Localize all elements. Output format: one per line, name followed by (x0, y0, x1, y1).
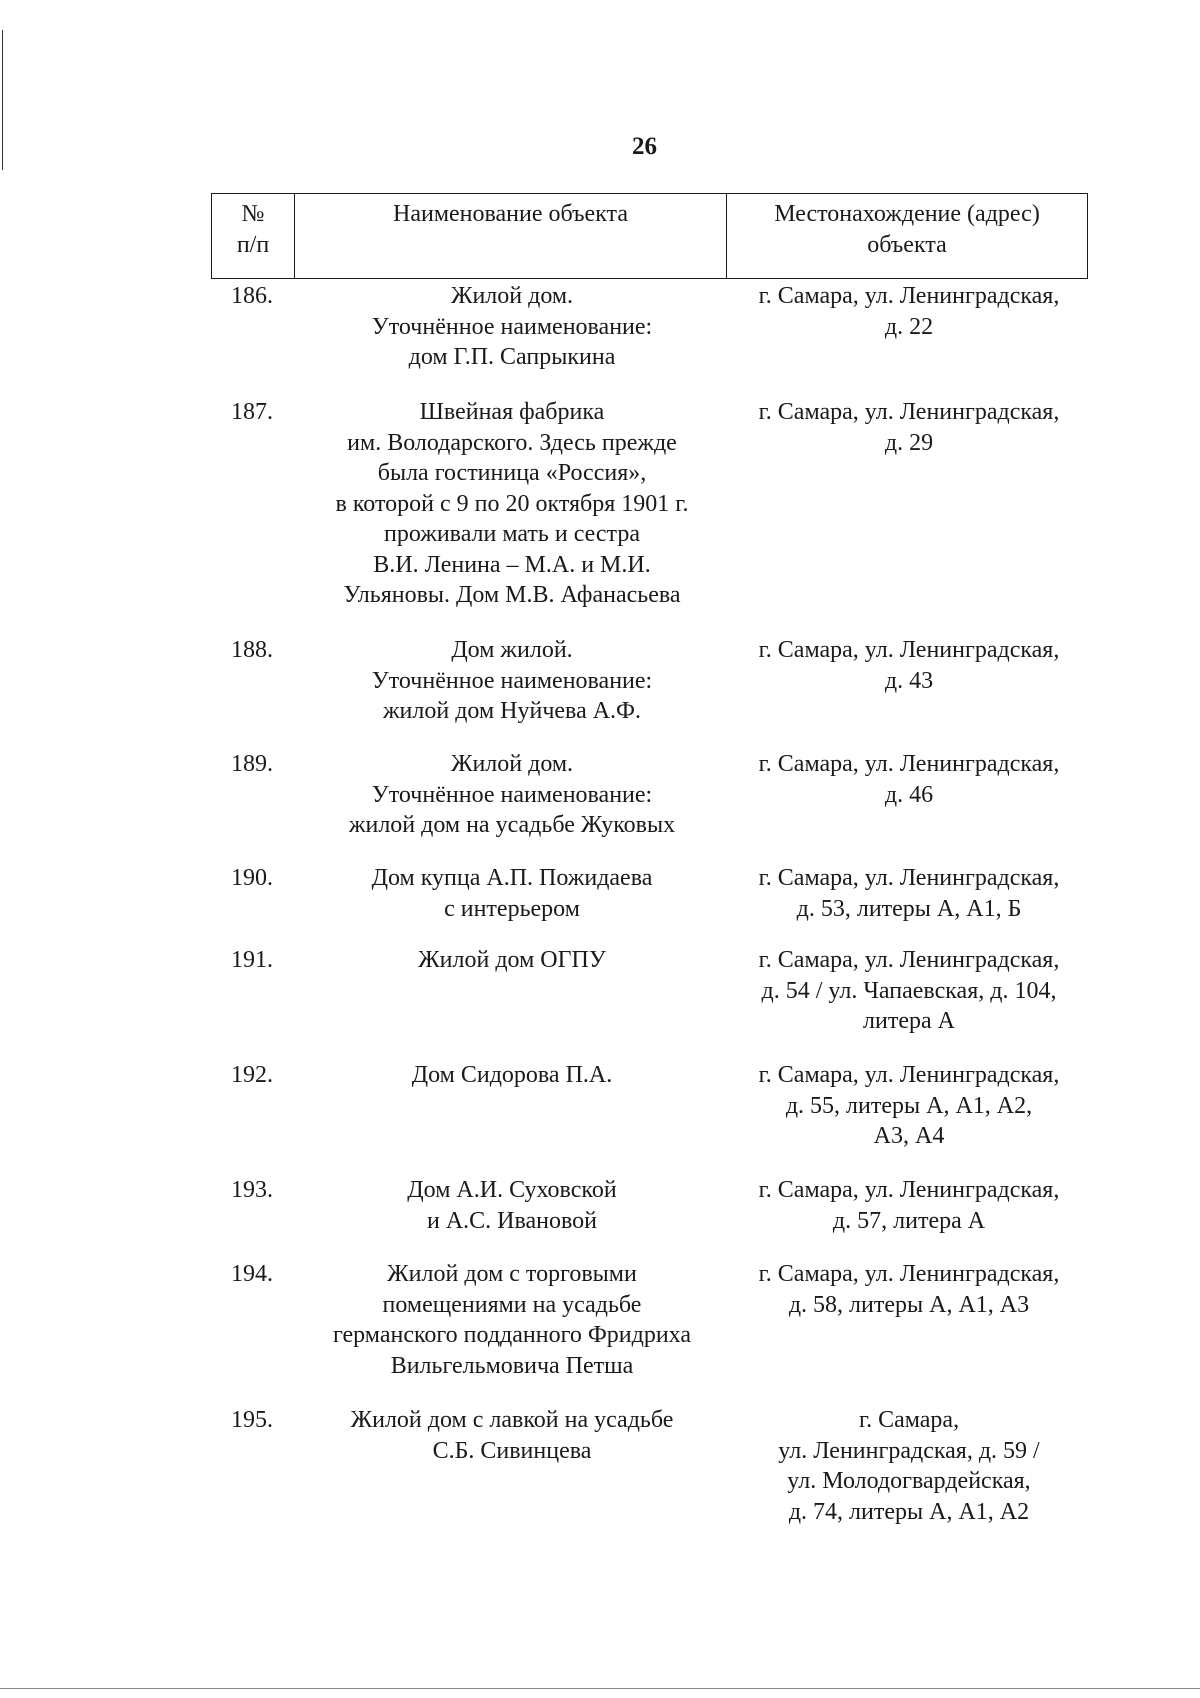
object-name (300, 1175, 724, 1236)
object-address-line: г. Самара, ул. Ленинградская, (758, 947, 1060, 973)
object-address-line: д. 57, литера А (832, 1207, 986, 1234)
object-name-line: германского подданного Фридриха (332, 1322, 692, 1348)
object-address-line: д. 74, литеры А, А1, А2 (788, 1498, 1030, 1525)
object-name-line: Жилой дом. (450, 283, 574, 309)
object-address (728, 945, 1090, 1037)
row-number: 191. (231, 947, 273, 973)
object-name-line: В.И. Ленина – М.А. и М.И. (373, 551, 651, 578)
object-address (728, 281, 1090, 342)
object-name (300, 281, 724, 373)
object-name-line: Уточнённое наименование: (371, 781, 653, 808)
object-address-line: г. Самара, ул. Ленинградская, (758, 1062, 1060, 1088)
object-name (300, 1405, 724, 1466)
object-address (728, 863, 1090, 924)
header-name-line: Наименование объекта (393, 201, 628, 227)
object-address-line: г. Самара, ул. Ленинградская, (758, 1177, 1060, 1203)
object-name-line: Жилой дом с лавкой на усадьбе (350, 1407, 674, 1433)
object-address-line: д. 43 (884, 667, 934, 694)
row-number: 192. (231, 1062, 273, 1088)
row-number: 187. (231, 399, 273, 425)
header-number-column (212, 194, 295, 278)
object-name (300, 863, 724, 924)
row-number: 195. (231, 1407, 273, 1433)
header-address-column (727, 194, 1087, 278)
row-number: 194. (231, 1261, 273, 1287)
object-name-line: Швейная фабрика (419, 399, 605, 425)
object-name-line: С.Б. Сивинцева (432, 1437, 592, 1464)
object-name-line: Ульяновы. Дом М.В. Афанасьева (343, 582, 681, 608)
header-name-column (295, 194, 727, 278)
object-name (300, 1259, 724, 1381)
object-name (300, 397, 724, 611)
header-number-line: п/п (236, 232, 270, 258)
object-name-line: Жилой дом. (450, 751, 574, 777)
object-address (728, 1259, 1090, 1320)
row-number: 186. (231, 283, 273, 309)
object-address (728, 635, 1090, 696)
object-name-line: была гостиница «Россия», (377, 460, 647, 486)
object-address-line: г. Самара, ул. Ленинградская, (758, 751, 1060, 777)
object-name-line: дом Г.П. Сапрыкина (408, 344, 616, 370)
object-name-line: им. Володарского. Здесь прежде (347, 429, 677, 456)
object-name (300, 749, 724, 841)
object-address-line: д. 55, литеры А, А1, А2, (785, 1092, 1033, 1119)
object-address-line: г. Самара, ул. Ленинградская, (758, 283, 1060, 309)
row-number: 189. (231, 751, 273, 777)
object-name-line: Уточнённое наименование: (371, 667, 653, 694)
object-name-line: Жилой дом с торговыми (387, 1261, 637, 1287)
object-name-line: жилой дом Нуйчева А.Ф. (382, 698, 642, 724)
object-address-line: д. 53, литеры А, А1, Б (796, 895, 1022, 922)
object-address-line: д. 46 (884, 781, 934, 808)
object-address-line: г. Самара, ул. Ленинградская, (758, 865, 1060, 891)
object-address-line: д. 58, литеры А, А1, А3 (788, 1291, 1030, 1318)
row-number: 188. (231, 637, 273, 663)
object-name-line: с интерьером (444, 895, 580, 922)
row-number: 190. (231, 865, 273, 891)
object-address-line: А3, А4 (873, 1123, 945, 1149)
object-address-line: д. 54 / ул. Чапаевская, д. 104, (761, 977, 1057, 1004)
object-name-line: Жилой дом ОГПУ (418, 947, 606, 973)
scan-edge-line (2, 30, 3, 170)
object-name (300, 945, 724, 976)
object-name-line: в которой с 9 по 20 октября 1901 г. (335, 490, 689, 517)
object-address-line: ул. Ленинградская, д. 59 / (778, 1437, 1040, 1464)
scan-edge-line (0, 1688, 1200, 1689)
object-address-line: литера А (863, 1008, 955, 1034)
object-address (728, 1175, 1090, 1236)
object-address-line: ул. Молодогвардейская, (787, 1468, 1031, 1494)
object-address (728, 397, 1090, 458)
object-name-line: Уточнённое наименование: (371, 313, 653, 340)
object-name-line: Вильгельмовича Петша (390, 1352, 634, 1379)
object-name-line: проживали мать и сестра (384, 521, 640, 547)
object-name-line: Дом А.И. Суховской (407, 1177, 617, 1203)
header-address-line: Местонахождение (адрес) (774, 201, 1040, 227)
page-number: 26 (632, 133, 657, 160)
object-address-line: г. Самара, ул. Ленинградская, (758, 637, 1060, 663)
header-address-line: объекта (867, 232, 947, 258)
object-address (728, 1060, 1090, 1152)
object-address (728, 749, 1090, 810)
object-address-line: д. 29 (884, 429, 934, 456)
object-address-line: д. 22 (884, 313, 934, 340)
object-name-line: и А.С. Ивановой (426, 1207, 598, 1234)
object-address-line: г. Самара, ул. Ленинградская, (758, 399, 1060, 425)
object-name-line: Дом купца А.П. Пожидаева (371, 865, 653, 891)
header-number-line: № (241, 201, 265, 227)
row-number: 193. (231, 1177, 273, 1203)
object-name (300, 1060, 724, 1091)
object-name-line: жилой дом на усадьбе Жуковых (348, 812, 676, 838)
table-header (211, 193, 1088, 279)
object-address-line: г. Самара, (858, 1407, 960, 1433)
object-name-line: Дом жилой. (451, 637, 573, 663)
object-name-line: помещениями на усадьбе (382, 1291, 642, 1318)
object-name-line: Дом Сидорова П.А. (411, 1062, 613, 1088)
object-address (728, 1405, 1090, 1527)
object-name (300, 635, 724, 727)
object-address-line: г. Самара, ул. Ленинградская, (758, 1261, 1060, 1287)
